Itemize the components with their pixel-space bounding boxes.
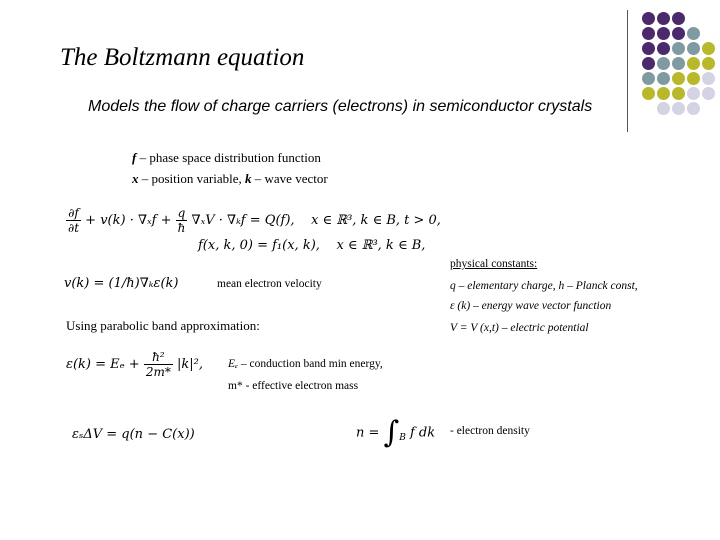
decor-dot bbox=[672, 57, 685, 70]
constants-heading: physical constants: bbox=[450, 258, 538, 270]
decor-dot bbox=[657, 27, 670, 40]
decor-dot bbox=[702, 42, 715, 55]
definition-x-k bbox=[132, 171, 328, 187]
decor-dot bbox=[657, 12, 670, 25]
decor-dot bbox=[657, 87, 670, 100]
parabolic-rhs: |k|², bbox=[177, 357, 203, 372]
boltzmann-equation-line2 bbox=[198, 238, 425, 253]
ec-description bbox=[228, 358, 383, 370]
decor-dot bbox=[657, 102, 670, 115]
poisson-equation: εₛΔV = q(n − C(x)) bbox=[72, 427, 195, 442]
boltzmann-equation-line1: $\frac{\partial f}{\partial t}$ + v(k) · ∇ₓf + $\frac{q}{ħ}$ ∇ₓV · ∇ₖf = Q(f), x ∈ ℝ³, k ∈ B, t > 0, bbox=[68, 206, 441, 235]
decor-dot bbox=[687, 102, 700, 115]
symbol-x: x bbox=[132, 171, 139, 186]
decor-dot bbox=[657, 57, 670, 70]
decor-dot bbox=[657, 72, 670, 85]
density-rhs: f dk bbox=[409, 425, 436, 441]
decor-dot bbox=[672, 102, 685, 115]
decor-dot bbox=[702, 57, 715, 70]
decor-dot bbox=[672, 12, 685, 25]
decor-dot bbox=[687, 72, 700, 85]
boltzmann-advection-term: v(k) · ∇ₓf + bbox=[100, 213, 172, 228]
symbol-f: f bbox=[132, 150, 137, 165]
decor-dot bbox=[642, 27, 655, 40]
decor-dot bbox=[657, 42, 670, 55]
decor-dot bbox=[687, 42, 700, 55]
definition-f-text: – phase space distribution function bbox=[136, 150, 321, 165]
boltzmann-initial-condition: f(x, k, 0) = f₁(x, k), bbox=[198, 238, 320, 253]
velocity-equation: v(k) = (1/ħ)∇ₖε(k) bbox=[64, 276, 179, 291]
decor-dot bbox=[672, 42, 685, 55]
time-derivative-fraction: $\frac{\partial f}{\partial t}$ bbox=[68, 206, 80, 235]
hbar-squared-fraction: $\frac{\text{ħ²}}{2m*}$ bbox=[145, 350, 171, 379]
effective-mass-label: m* - effective electron mass bbox=[228, 380, 359, 392]
parabolic-equation bbox=[66, 350, 203, 379]
decor-dot bbox=[687, 27, 700, 40]
integral-sign: ∫ bbox=[383, 415, 400, 450]
slide-title: The Boltzmann equation bbox=[60, 44, 305, 71]
decor-dot bbox=[642, 12, 655, 25]
boltzmann-domain-2: x ∈ ℝ³, k ∈ B, bbox=[336, 238, 426, 253]
density-lhs: n = bbox=[356, 425, 380, 441]
decor-dot bbox=[642, 42, 655, 55]
constants-q-line: q – elementary charge, h – Planck const, bbox=[450, 280, 638, 292]
parabolic-lhs: ε(k) = Eₑ + bbox=[66, 357, 140, 372]
definition-f bbox=[132, 150, 321, 166]
ec-symbol: Eₑ bbox=[228, 358, 239, 370]
electron-density-label: - electron density bbox=[450, 425, 530, 437]
decor-dot bbox=[642, 72, 655, 85]
parabolic-band-label: Using parabolic band approximation: bbox=[66, 318, 260, 333]
decor-dot bbox=[702, 87, 715, 100]
mean-velocity-label: mean electron velocity bbox=[217, 278, 322, 290]
constants-v-line: V = V (x,t) – electric potential bbox=[450, 322, 589, 334]
decor-dot bbox=[642, 57, 655, 70]
definition-k-text: – wave vector bbox=[251, 171, 328, 186]
decor-dot bbox=[687, 87, 700, 100]
charge-over-hbar-fraction: $\frac{q}{ħ}$ bbox=[177, 206, 186, 235]
symbol-k: k bbox=[245, 171, 252, 186]
density-equation: $n = \int_B$ f dk bbox=[356, 415, 436, 450]
decor-dot bbox=[672, 27, 685, 40]
decor-dot bbox=[672, 72, 685, 85]
constants-eps-line: ε (k) – energy wave vector function bbox=[450, 300, 612, 312]
decor-dot bbox=[687, 57, 700, 70]
slide-subtitle: Models the flow of charge carriers (electrons) in semiconductor crystals bbox=[88, 98, 593, 115]
decor-dot bbox=[702, 72, 715, 85]
boltzmann-force-term: ∇ₓV · ∇ₖf = Q(f), bbox=[191, 213, 295, 228]
decor-dot bbox=[642, 87, 655, 100]
definition-x-text: – position variable, bbox=[138, 171, 246, 186]
boltzmann-domain-1: x ∈ ℝ³, k ∈ B, t > 0, bbox=[311, 213, 441, 228]
decor-dot bbox=[672, 87, 685, 100]
ec-description-text: – conduction band min energy, bbox=[238, 358, 383, 370]
decorative-divider bbox=[627, 10, 628, 132]
